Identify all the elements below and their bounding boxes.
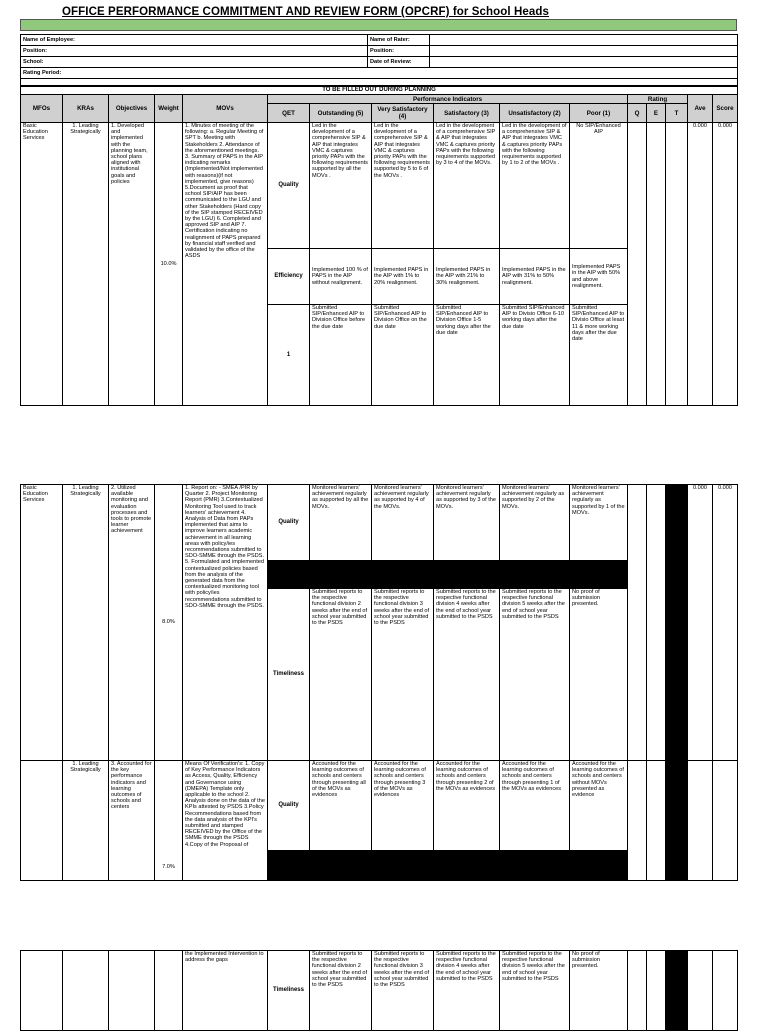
title-accent-bar	[20, 19, 737, 31]
score-value: 0.000	[713, 123, 738, 406]
timeliness-satisfactory: Submitted SIP/Enhanced AIP to Division Office 1-5 working days after the due date	[434, 305, 500, 406]
rating-e-input[interactable]	[647, 485, 666, 761]
score-value-empty	[713, 761, 738, 881]
table-row	[21, 761, 738, 851]
objective-cell: 3. Accounted for the key performance indicators and learning outcomes of schools and centers	[109, 761, 155, 881]
mfo-cell: Basic Education Services	[21, 485, 63, 761]
timeliness-satisfactory: Submitted reports to the respective functional division 4 weeks after the end of school year submitted to the PSDS	[434, 589, 500, 761]
col-poor: Poor (1)	[570, 104, 628, 123]
timeliness-very-satisfactory: Submitted reports to the respective functional division 3 weeks after the end of school year submitted to the PSDS	[372, 951, 434, 1031]
qet-timeliness: Timeliness	[268, 589, 310, 761]
col-satisfactory: Satisfactory (3)	[434, 104, 500, 123]
timeliness-unsatisfactory: Submitted SIP/Enhanced AIP to Divisio Office 6-10 working days after the due date	[500, 305, 570, 406]
rating-q-input[interactable]	[628, 485, 647, 761]
rating-t-blocked	[666, 761, 688, 881]
weight-cell: 10.0%	[155, 123, 183, 406]
quality-very-satisfactory: Monitored learners' achievement regularly as supported by 4 of the MOVs.	[372, 485, 434, 561]
movs-cell: 1. Report on: - SMEA /PIR by Quarter 2. Project Monitoring Report (PMR) 3.Contextualized Monitoring Tool used to track learners' achievement 4. Analysis of Data from PAPs implemented that aims to improve learners academic achievement in all learning areas with policy/ies recommendations submitted to SDO-SMME through the PSDS. 5. Formulated and implemented contextualized policies based from the analysis of the generated data from the contextualized monitoring tool with policy/ies recommendations submitted to SDO-SMME through the PSDS.	[183, 485, 268, 761]
qet-quality: Quality	[268, 123, 310, 249]
timeliness-unsatisfactory: Submitted reports to the respective functional division 5 weeks after the end of school year submitted to the PSDS	[500, 951, 570, 1031]
col-outstanding: Outstanding (5)	[310, 104, 372, 123]
qet-timeliness: 1	[268, 305, 310, 406]
timeliness-poor: No proof of submission presented.	[570, 589, 628, 761]
quality-unsatisfactory: Monitored learners' achievement regularly as supported by 2 of the MOVs.	[500, 485, 570, 561]
kra-cell: 1. Leading Strategically	[63, 123, 109, 406]
rating-e-input[interactable]	[647, 951, 666, 1031]
weight-cell: 7.0%	[155, 761, 183, 881]
rating-q-input[interactable]	[628, 123, 647, 406]
review-date-value[interactable]	[430, 57, 738, 68]
quality-unsatisfactory: Led in the development of a comprehensive SIP & AIP that integrates VMC & captures priority PAPs with the following requirements supported by 1 to 2 of the MOVs .	[500, 123, 570, 249]
spacer-row	[21, 79, 738, 86]
kra-cell: 1. Leading Strategically	[63, 761, 109, 881]
quality-very-satisfactory: Led in the development of a comprehensive SIP & AIP that integrates VMC & captures priority PAPs with the following requirements supported by 5 to 6 of the MOVs .	[372, 123, 434, 249]
rater-position-label: Position:	[368, 46, 430, 57]
quality-unsatisfactory: Accounted for the learning outcomes of schools and centers through presenting 1 of the MOVs as evidences	[500, 761, 570, 851]
opcrf-table-1	[20, 86, 738, 406]
timeliness-unsatisfactory: Submitted reports to the respective functional division 5 weeks after the end of school year submitted to the PSDS	[500, 589, 570, 761]
efficiency-blocked-row	[268, 851, 628, 881]
info-table	[20, 34, 738, 86]
efficiency-very-satisfactory: Implemented PAPS in the AIP with 1% to 20% realignment.	[372, 249, 434, 305]
school-label: School:	[21, 57, 368, 68]
quality-poor: Monitored learners' achievement regularly as supported by 1 of the MOVs.	[570, 485, 628, 561]
ave-value: 0.000	[688, 123, 713, 406]
rating-q-input[interactable]	[628, 761, 647, 881]
efficiency-poor: Implemented PAPS in the AIP with 50% and above realignment.	[570, 249, 628, 305]
col-very-satisfactory: Very Satisfactory (4)	[372, 104, 434, 123]
quality-very-satisfactory: Accounted for the learning outcomes of schools and centers through presenting 3 of the MOVs as evidences	[372, 761, 434, 851]
mfo-cell-empty	[21, 951, 63, 1031]
quality-outstanding: Monitored learners' achievement regularly as supported by all the MOVs.	[310, 485, 372, 561]
col-t: T	[666, 104, 688, 123]
quality-poor: No SIP/Enhanced AIP	[570, 123, 628, 249]
rating-e-input[interactable]	[647, 123, 666, 406]
movs-cell: Means Of Verification's: 1. Copy of Key Performance Indicators as Access, Quality, Efficiency and Governance using (DMEPA) Template only applicable to the school 2. Analysis done on the data of the KPIs attested by PSDS 3.Policy Recommendations based from the data analysis of the KPI's submitted and stamped RECEIVED by the Office of the SMME through the PSDS 4.Copy of the Proposal of	[183, 761, 268, 881]
col-rating: Rating	[628, 95, 688, 104]
objective-cell-empty	[109, 951, 155, 1031]
efficiency-outstanding: Implemented 100 % of PAPS in the AIP without realignment.	[310, 249, 372, 305]
review-date-label: Date of Review:	[368, 57, 430, 68]
score-value: 0.000	[713, 485, 738, 761]
form-title: OFFICE PERFORMANCE COMMITMENT AND REVIEW FORM (OPCRF) for School Heads	[62, 6, 550, 18]
kra-cell-empty	[63, 951, 109, 1031]
opcrf-table-3	[20, 950, 738, 1031]
rating-q-input[interactable]	[628, 951, 647, 1031]
score-value-empty	[713, 951, 738, 1031]
timeliness-outstanding: Submitted SIP/Enhanced AIP to Division Office before the due date	[310, 305, 372, 406]
rater-position-value[interactable]	[430, 46, 738, 57]
timeliness-satisfactory: Submitted reports to the respective functional division 4 weeks after the end of school year submitted to the PSDS	[434, 951, 500, 1031]
rating-t-blocked	[666, 951, 688, 1031]
col-e: E	[647, 104, 666, 123]
objective-cell: 1. Developed and implemented with the planning team, school plans aligned with institutional goals and policies	[109, 123, 155, 406]
col-score: Score	[713, 95, 738, 123]
weight-cell-empty	[155, 951, 183, 1031]
efficiency-unsatisfactory: Implemented PAPS in the AIP with 31% to 50% realignment.	[500, 249, 570, 305]
rating-t-blocked	[666, 485, 688, 761]
kra-cell: 1. Leading Strategically	[63, 485, 109, 761]
qet-quality: Quality	[268, 485, 310, 561]
col-ave: Ave	[688, 95, 713, 123]
rating-e-input[interactable]	[647, 761, 666, 881]
efficiency-satisfactory: Implemented PAPS in the AIP with 21% to 30% realignment.	[434, 249, 500, 305]
rating-period-label: Rating Period:	[21, 68, 738, 79]
col-objectives: Objectives	[109, 95, 155, 123]
col-movs: MOVs	[183, 95, 268, 123]
rater-label: Name of Rater:	[368, 35, 430, 46]
qet-quality: Quality	[268, 761, 310, 851]
position-label: Position:	[21, 46, 368, 57]
ave-value-empty	[688, 951, 713, 1031]
quality-poor: Accounted for the learning outcomes of schools and centers without MOVs presented as evidence	[570, 761, 628, 851]
weight-cell: 8.0%	[155, 485, 183, 761]
mfo-cell-empty	[21, 761, 63, 881]
table-row	[21, 485, 738, 561]
movs-cell: the Implemented Intervention to address the gaps	[183, 951, 268, 1031]
quality-outstanding: Led in the development of a comprehensive SIP & AIP that integrates VMC & captures priority PAPs with the following requirements supported by all the MOVs .	[310, 123, 372, 249]
col-mfos: MFOs	[21, 95, 63, 123]
rater-value[interactable]	[430, 35, 738, 46]
opcrf-table-2	[20, 484, 738, 881]
qet-efficiency: Efficiency	[268, 249, 310, 305]
timeliness-poor: No proof of submission presented.	[570, 951, 628, 1031]
timeliness-poor: Submitted SIP/Enhanced AIP to Divisio Office at least 11 & more working days after the due date	[570, 305, 628, 406]
rating-t-input[interactable]	[666, 123, 688, 406]
timeliness-very-satisfactory: Submitted SIP/Enhanced AIP to Division Office on the due date	[372, 305, 434, 406]
quality-satisfactory: Monitored learners' achievement regularly as supported by 3 of the MOVs.	[434, 485, 500, 561]
col-q: Q	[628, 104, 647, 123]
col-qet: QET	[268, 104, 310, 123]
mfo-cell: Basic Education Services	[21, 123, 63, 406]
col-unsatisfactory: Unsatisfactory (2)	[500, 104, 570, 123]
employee-label: Name of Employee:	[21, 35, 368, 46]
timeliness-outstanding: Submitted reports to the respective functional division 2 weeks after the end of school year submitted to the PSDS	[310, 589, 372, 761]
movs-cell: 1. Minutes of meeting of the following: a. Regular Meeting of SPT b. Meeting with Stakeholders 2. Attendance of the aforementioned meetings. 3. Summary of PAPS in the AIP indicating remarks (Implemented/Not implemented with reasons)(if not implemented, give reasons) 5.Document as proof that school SIP/AIP has been communicated to the LGU and other Stakeholders (Hard copy of the SIP stamped RECEIVED by the LGU) 6. Completed and approved SIP and AIP 7. Certification indicating no realignment of PAPS prepared by financial staff verified and validated by the office of the ASDS	[183, 123, 268, 406]
quality-outstanding: Accounted for the learning outcomes of schools and centers through presenting all of the MOVs as evidences	[310, 761, 372, 851]
efficiency-blocked-row	[268, 561, 628, 589]
col-performance-indicators: Performance Indicators	[268, 95, 628, 104]
quality-satisfactory: Led in the development of a comprehensive SIP & AIP that integrates VMC & captures priority PAPs with the following requirements supported by 3 to 4 of the MOVs.	[434, 123, 500, 249]
timeliness-outstanding: Submitted reports to the respective functional division 2 weeks after the end of school year submitted to the PSDS	[310, 951, 372, 1031]
col-kras: KRAs	[63, 95, 109, 123]
table-row	[21, 951, 738, 1031]
quality-satisfactory: Accounted for the learning outcomes of schools and centers through presenting 2 of the MOVs as evidences	[434, 761, 500, 851]
timeliness-very-satisfactory: Submitted reports to the respective functional division 3 weeks after the end of school year submitted to the PSDS	[372, 589, 434, 761]
col-weight: Weight	[155, 95, 183, 123]
ave-value: 0.000	[688, 485, 713, 761]
objective-cell: 2. Utilized available monitoring and evaluation processes and tools to promote learner achievement	[109, 485, 155, 761]
ave-value-empty	[688, 761, 713, 881]
planning-banner: TO BE FILLED OUT DURING PLANNING	[21, 87, 738, 95]
table-row	[21, 123, 738, 249]
qet-timeliness: Timeliness	[268, 951, 310, 1031]
